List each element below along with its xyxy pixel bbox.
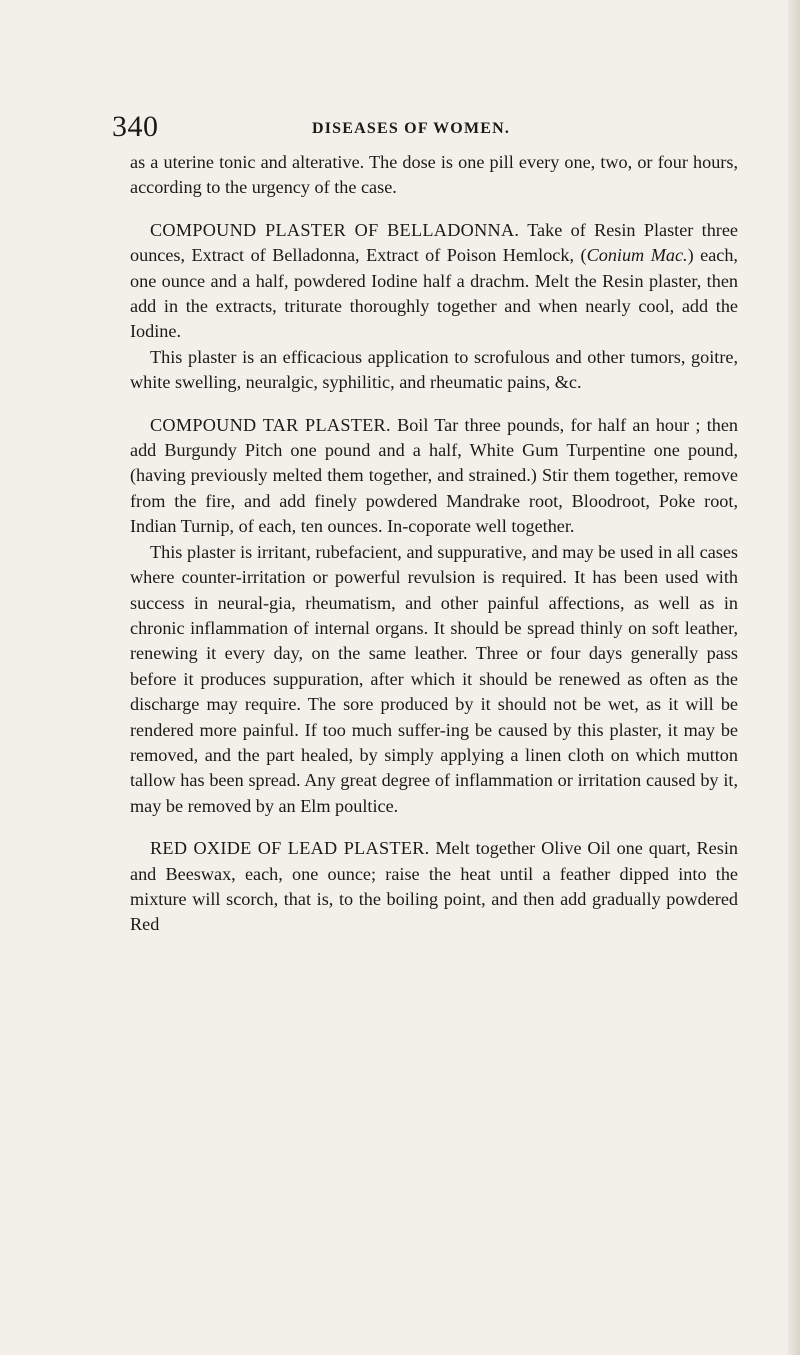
- paragraph-belladonna-plaster: [130, 218, 738, 345]
- paragraph-text: as a uterine tonic and alterative. The dose is one pill every one, two, or four hours, according to the urgency of the case.: [130, 152, 738, 198]
- page-number: 340: [112, 110, 159, 143]
- paragraph-tar-uses: [130, 540, 738, 819]
- paragraph-text: This plaster is an efficacious application to scrofulous and other tumors, goitre, white swelling, neuralgic, syphilitic, and rheumatic pains, &c.: [130, 346, 738, 393]
- page-edge: [788, 0, 800, 1355]
- paragraph-text: Boil Tar three pounds, for half an hour ; then add Burgundy Pitch one pound and a half, White Gum Turpentine one pound, (having previously melted them together, and strained.) Stir them together, remove from the fire, and add finely powdered Mandrake root, Bloodroot, Poke root, Indian Turnip, of each, ten ounces. In-coporate well together.: [130, 414, 739, 537]
- latin-name: Conium Mac.: [586, 245, 688, 266]
- section-heading-belladonna: COMPOUND PLASTER OF BELLADONNA.: [150, 219, 520, 240]
- paragraph-continuation: [130, 150, 738, 201]
- paragraph-tar-plaster: [130, 413, 738, 540]
- paragraph-text: This plaster is irritant, rubefacient, and suppurative, and may be used in all cases where counter-irritation or powerful revulsion is required. It has been used with success in neural-gia, rheumatism, and other painful affections, as well as in chronic inflammation of internal organs. It should be spread thinly on soft leather, renewing it every day, on the same leather. Three or four days generally pass before it produces suppuration, after which it should be renewed as often as the discharge may require. The sore produced by it should not be wet, as it will be rendered more painful. If too much suffer-ing be caused by this plaster, it may be removed, and the part healed, by simply applying a linen cloth on which mutton tallow has been spread. Any great degree of inflammation or irritation caused by it, may be removed by an Elm poultice.: [130, 541, 738, 816]
- paragraph-text: ) each, one ounce and a half, powdered Iodine half a drachm. Melt the Resin plaster, then add in the extracts, triturate thoroughly together and when nearly cool, add the Iodine.: [130, 245, 738, 342]
- body-text: [130, 150, 738, 938]
- page-header: [112, 110, 712, 144]
- paragraph-text: Melt together Olive Oil one quart, Resin and Beeswax, each, one ounce; raise the heat until a feather dipped into the mixture will scorch, that is, to the boiling point, and then add gradually powdered Red: [130, 838, 738, 935]
- running-head: DISEASES OF WOMEN.: [312, 120, 511, 137]
- section-heading-red-oxide: RED OXIDE OF LEAD PLASTER.: [150, 838, 430, 859]
- section-heading-tar: COMPOUND TAR PLASTER.: [150, 414, 391, 435]
- paragraph-text: Take of Resin Plaster three ounces, Extract of Belladonna, Extract of Poison Hemlock, (: [130, 219, 738, 266]
- paragraph-red-oxide-plaster: [130, 836, 738, 938]
- paragraph-belladonna-uses: [130, 345, 738, 396]
